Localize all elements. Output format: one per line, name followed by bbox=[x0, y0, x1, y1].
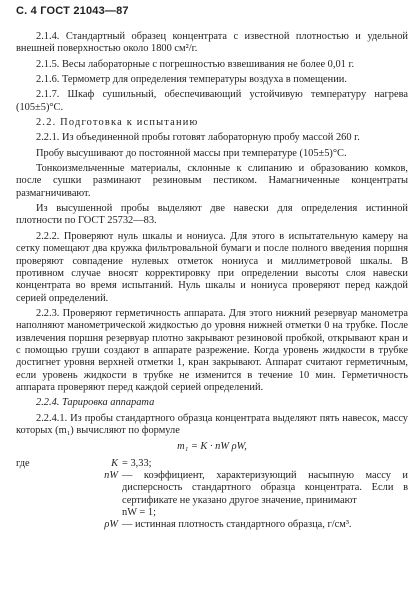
legend-label: где bbox=[16, 457, 30, 469]
legend-row-k bbox=[16, 458, 408, 470]
paragraph-2-2-2: 2.2.2. Проверяют нуль шкалы и нониуса. Для этого в испытательную камеру на сетку помещают два кружка фильтровальной бумаги и после полного введения поршня проверяют совпадение нулевых отметок нониуса и миллиметровой шкалы. В противном случае вносят корректировку при определении высоты слоя навески концентрата во время испытаний. Нуль шкалы и нониуса проверяют перед каждой серией определений. bbox=[16, 230, 408, 304]
paragraph-2-1-4: 2.1.4. Стандартный образец концентрата с известной плотностью и удельной внешней поверхностью около 1800 см²/г. bbox=[16, 31, 408, 55]
symbol-rw: ρW bbox=[104, 519, 118, 531]
paragraph-2-2-4-1: 2.2.4.1. Из пробы стандартного образца концентрата выделяют пять навесок, массу которых (m₁) вычисляют по формуле bbox=[16, 412, 408, 436]
symbol-k-value: = 3,33; bbox=[122, 457, 152, 469]
paragraph-samples: Из высушенной пробы выделяют две навески для определения истинной плотности по ГОСТ 25732—83. bbox=[16, 203, 408, 227]
paragraph-drying: Пробу высушивают до постоянной массы при температуре (105±5)°С. bbox=[36, 147, 347, 159]
mass-formula: m₁ = K · nW ρW, bbox=[177, 441, 247, 453]
subheading-2-2-4: 2.2.4. Тарировка аппарата bbox=[36, 397, 155, 409]
legend-row-rw bbox=[16, 519, 408, 531]
paragraph-2-1-6: 2.1.6. Термометр для определения температуры воздуха в помещении. bbox=[36, 74, 347, 86]
paragraph-fine-materials: Тонкоизмельченные материалы, склонные к слипанию и образованию комков, после сушки разминают резиновым пестиком. Намагниченные концентраты размагничивают. bbox=[16, 163, 408, 199]
paragraph-2-2-3: 2.2.3. Проверяют герметичность аппарата. Для этого нижний резервуар манометра наполняют манометрической жидкостью до уровня нижней отметки 0 на трубке. После извлечения поршня резервуар плотно закрывают резиновой пробкой, открывают кран и с помощью груши создают в аппарате разрежение. Когда уровень жидкости в трубке достигнет уровня верхней отметки 1, кран закрывают. Аппарат считают герметичным, если уровень жидкости в трубке не изменится в течение 10 мин. Герметичность аппарата проверяют перед каждой серией определений. bbox=[16, 307, 408, 393]
legend-row-nw bbox=[16, 470, 408, 507]
symbol-nw-description: — коэффициент, характеризующий насыпную массу и дисперсность стандартного образца концентрата. Если в сертификате не указано другое значение, принимают bbox=[122, 470, 408, 506]
symbol-nw: nW bbox=[104, 470, 118, 481]
formula-legend bbox=[16, 458, 408, 532]
page-header: С. 4 ГОСТ 21043—87 bbox=[16, 5, 129, 17]
symbol-rw-description: — истинная плотность стандартного образца, г/см³. bbox=[122, 519, 352, 531]
document-body bbox=[16, 31, 408, 532]
paragraph-2-2-1: 2.2.1. Из объединенной пробы готовят лабораторную пробу массой 260 г. bbox=[36, 132, 360, 144]
symbol-nw-default: nW = 1; bbox=[122, 507, 156, 519]
symbol-k: K bbox=[111, 457, 118, 469]
paragraph-2-1-7: 2.1.7. Шкаф сушильный, обеспечивающий устойчивую температуру нагрева (105±5)°С. bbox=[16, 89, 408, 113]
section-heading-2-2: 2.2. Подготовка к испытанию bbox=[36, 117, 199, 129]
paragraph-2-1-5: 2.1.5. Весы лабораторные с погрешностью взвешивания не более 0,01 г. bbox=[36, 58, 355, 70]
